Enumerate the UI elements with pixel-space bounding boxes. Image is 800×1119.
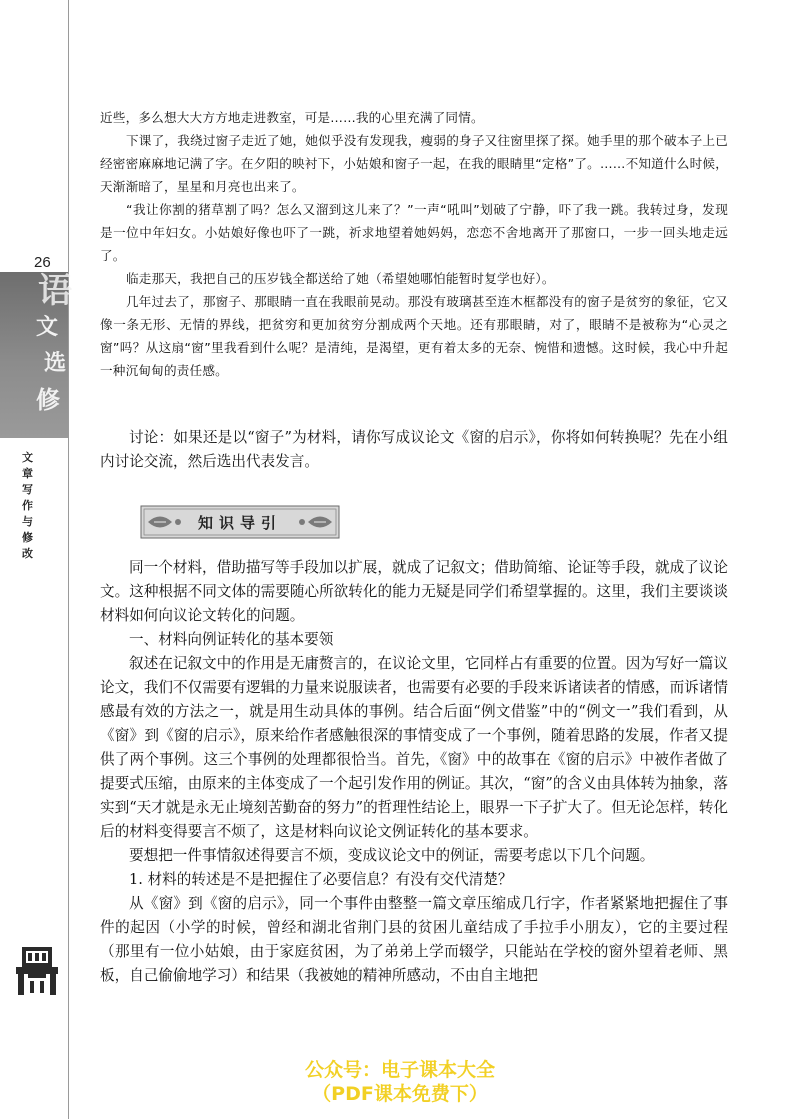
side-tab-char-1: 语 xyxy=(38,271,72,311)
margin-rule xyxy=(68,0,69,1119)
body-paragraph: 叙述在记叙文中的作用是无庸赘言的，在议论文里，它同样占有重要的位置。因为写好一篇议论文，我们不仅需要有逻辑的力量来说服读者，也需要有必要的手段来诉诸读者的情感，而诉诸情感最有效的方法之一，就是用生动具体的事例。结合后面“例文借鉴”中的“例文一”我们看到，从《窗》到《窗的启示》，原来给作者感触很深的事情变成了一个事例，随着思路的发展，作者又提供了两个事例。这三个事例的处理都很恰当。首先，《窗》中的故事在《窗的启示》中被作者做了提要式压缩，由原来的主体变成了一个起引发作用的例证。其次，“窗”的含义由具体转为抽象，落实到“天才就是永无止境刻苦勤奋的努力”的哲理性结论上，眼界一下子扩大了。但无论怎样，转化后的材料变得要言不烦了，这是材料向议论文例证转化的基本要求。 xyxy=(100,655,728,840)
story-paragraph: 临走那天，我把自己的压岁钱全都送给了她（希望她哪怕能暂时复学也好）。 xyxy=(126,271,555,286)
watermark-line-2: （PDF课本免费下） xyxy=(312,1083,488,1105)
banner-title: 知识导引 xyxy=(197,514,282,532)
story-paragraph: “我让你割的猪草割了吗？怎么又溜到这儿来了？”一声“吼叫”划破了宁静，吓了我一跳。我转过身，发现是一位中年妇女。小姑娘好像也吓了一跳，祈求地望着她妈妈，恋恋不舍地离开了那窗口，一步一回头地走远了。 xyxy=(100,202,728,263)
discussion-paragraph: 讨论：如果还是以“窗子”为材料，请你写成议论文《窗的启示》，你将如何转换呢？先在小组内讨论交流，然后选出代表发言。 xyxy=(100,429,728,470)
watermark-line-1: 公众号：电子课本大全 xyxy=(304,1059,495,1081)
discussion-block xyxy=(100,426,728,474)
chapter-side-title: 文章写作与修改 xyxy=(22,451,33,560)
side-tab-char-3: 选 xyxy=(44,350,67,376)
body-paragraph: 从《窗》到《窗的启示》，同一个事件由整整一篇文章压缩成几行字，作者紧紧地把握住了事件的起因（小学的时候，曾经和湖北省荆门县的贫困儿童结成了手拉手小朋友），它的主要过程（那里有一位小姑娘，由于家庭贫困，为了弟弟上学而辍学，只能站在学校的窗外望着老师、黑板，自己偷偷地学习）和结果（我被她的精神所感动，不由自主地把 xyxy=(100,895,728,984)
side-tab-char-2: 文 xyxy=(36,314,59,340)
body-paragraph: 同一个材料，借助描写等手段加以扩展，就成了记叙文；借助简缩、论证等手段，就成了议论文。这种根据不同文体的需要随心所欲转化的能力无疑是同学们希望掌握的。这里，我们主要谈谈材料如何向议论文转化的问题。 xyxy=(100,559,728,624)
main-text xyxy=(100,556,728,988)
story-paragraph: 几年过去了，那窗子、那眼睛一直在我眼前晃动。那没有玻璃甚至连木框都没有的窗子是贫穷的象征，它又像一条无形、无情的界线，把贫穷和更加贫穷分割成两个天地。还有那眼睛，对了，眼睛不是被称为“心灵之窗”吗？从这扇“窗”里我看到什么呢？是清纯，是渴望，更有着太多的无奈、惋惜和遗憾。这时候，我心中升起一种沉甸甸的责任感。 xyxy=(100,294,728,378)
body-paragraph: 要想把一件事情叙述得要言不烦，变成议论文中的例证，需要考虑以下几个问题。 xyxy=(129,847,655,864)
sub-question: 1. 材料的转述是不是把握住了必要信息？有没有交代清楚？ xyxy=(129,871,513,888)
story-excerpt xyxy=(100,106,728,382)
chair-icon xyxy=(8,945,66,997)
story-paragraph: 下课了，我绕过窗子走近了她，她似乎没有发现我，瘦弱的身子又往窗里探了探。她手里的那个破本子上已经密密麻麻地记满了字。在夕阳的映衬下，小姑娘和窗子一起，在我的眼睛里“定格”了。……不知道什么时候，天渐渐暗了，星星和月亮也出来了。 xyxy=(100,133,728,194)
section-heading: 一、材料向例证转化的基本要领 xyxy=(129,631,334,648)
side-tab-char-4: 修 xyxy=(36,385,60,414)
story-paragraph: 近些，多么想大大方方地走进教室，可是……我的心里充满了同情。 xyxy=(100,110,484,125)
page-number: 26 xyxy=(34,254,51,271)
side-tab xyxy=(0,271,72,438)
